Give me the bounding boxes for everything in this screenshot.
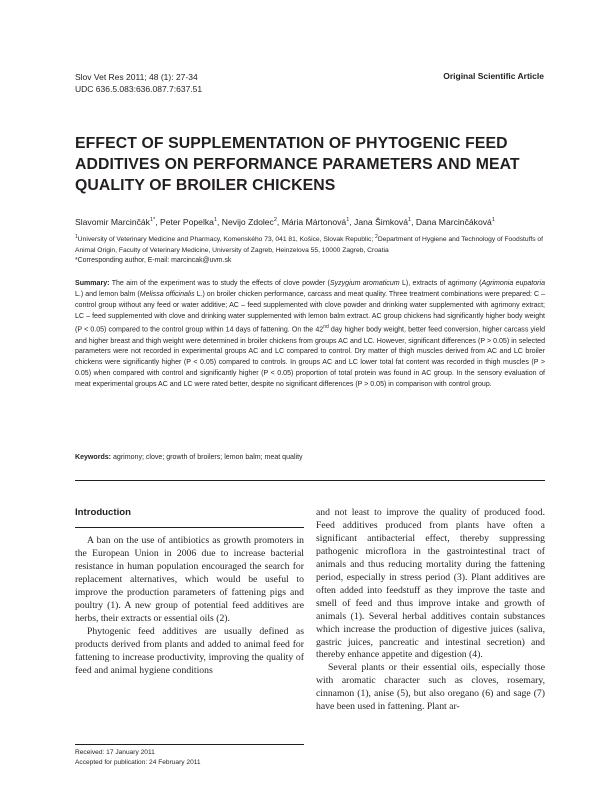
accepted-date: Accepted for publication: 24 February 2011 [75, 758, 201, 766]
author: Peter Popelka$^1$ [159, 216, 218, 227]
paper-title: EFFECT OF SUPPLEMENTATION OF PHYTOGENIC FEED ADDITIVES ON PERFORMANCE PARAMETERS AND MEAT QUALITY OF BROILER CHICKENS [75, 135, 520, 194]
paragraph: A ban on the use of antibiotics as growth promoters in the European Union in 2006 due to increase bacterial resistance in human population encouraged the search for replacement alternatives, which would be useful to improve the production parameters of fattening pigs and poultry (1). A new group of potential feed additives are herbs, their extracts or essential oils (2). [75, 535, 304, 624]
keywords-label: Keywords: [75, 454, 112, 461]
abstract: Summary: The aim of the experiment was to study the effects of clove powder (Syzygium aromaticum L), extracts of agrimony (Agrimonia eupatoria L.) and lemon balm (Melissa officinalis L.) on broiler chicken performance, carcass and meat quality. Three treatment combinations were prepared: C – control group without any feed or water additive; AC – feed supplemented with clove powder and drinking water supplemented with agrimony extract; LC – feed supplemented with clove and drinking water supplemented with lemon balm extract. AC group chickens had significantly higher body weight (P < 0.05) compared to the control group within 14 days of fattening. On the 42nd day higher body weight, better feed conversion, higher carcass yield and higher breast and thigh weight were determined in broiler chickens from groups AC and LC. However, significant differences (P > 0.05) in selected parameters were not recorded in experimental groups AC and LC compared to control. Dry matter of thigh muscles derived from AC and LC broiler chickens were significantly higher (P < 0.05) compared to controls. In groups AC and LC lower total fat content was recorded in thigh muscles (P > 0.05) when compared with control and significantly higher (P < 0.05) proportion of total protein was found in AC group. In the sensory evaluation of meat experimental groups AC and LC were rated better, despite no significant differences (P > 0.05) in comparison with control group. [75, 280, 545, 388]
affiliations: $^1$University of Veterinary Medicine and Pharmacy, Komenského 73, 041 81, Košice, Slovak Republic; $^2$Department of Hygiene and Technology of Foodstuffs of Animal Origin, Faculty of Veterinary Medicine, University of Zagreb, Heinzelova 55, 10000 Zagreb, Croatia [75, 234, 543, 254]
intro-left-column [75, 535, 304, 677]
section-heading-introduction: Introduction [75, 507, 131, 518]
udc-code: UDC 636.5.083:636.087.7:637.51 [75, 84, 203, 94]
corresponding-author: *Corresponding author, E-mail: marcincak@uvm.sk [75, 257, 232, 264]
intro-right-column [316, 507, 545, 714]
journal-citation: Slov Vet Res 2011; 48 (1): 27-34 [75, 72, 198, 82]
author: Dana Marcinčáková$^1$ [415, 216, 495, 227]
footnote-divider [75, 744, 304, 745]
heading-underline [75, 527, 304, 528]
paragraph: and not least to improve the quality of produced food. Feed additives produced from plants have often a significant antibacterial effect, thereby suppressing pathogenic microflora in the gastrointestinal tract of animals and thus reducing mortality during the fattening period, especially in stress period (3). Plant additives are often added into feedstuff as they improve the taste and smell of feed and thus improve intake and growth of animals (1). Several herbal additives contain substances which increase the production of digestive juices (saliva, gastric juices, pancreatic and intestinal secretion) and thereby enhance appetite and digestion (4). [316, 507, 545, 661]
paragraph: Several plants or their essential oils, especially those with aromatic character such as cloves, rosemary, cinnamon (1), anise (5), but also oregano (6) and sage (7) have been used in fattening. Plant ar- [316, 662, 545, 713]
section-divider [75, 480, 545, 481]
paragraph: Phytogenic feed additives are usually defined as products derived from plants and added to animal feed for fattening to increase productivity, improving the quality of feed and animal hygiene conditions [75, 625, 304, 676]
received-date: Received: 17 January 2011 [75, 749, 155, 756]
received-dates [75, 748, 201, 767]
keywords: Keywords: agrimony; clove; growth of broilers; lemon balm; meat quality [75, 454, 303, 461]
author-list: Slavomir Marcinčák$^{1*}$, Peter Popelka$^1$, Nevijo Zdolec$^2$, Mária Mártonová$^1$, Jana Šimková$^1$, Dana Marcinčáková$^1$ [75, 216, 495, 227]
author: Mária Mártonová$^1$ [281, 216, 350, 227]
abstract-label: Summary: [75, 280, 110, 287]
article-type: Original Scientific Article [443, 71, 544, 81]
author: Nevijo Zdolec$^2$ [221, 216, 277, 227]
author: Slavomir Marcinčák$^{1*}$ [75, 216, 156, 227]
author: Jana Šimková$^1$ [354, 216, 412, 227]
